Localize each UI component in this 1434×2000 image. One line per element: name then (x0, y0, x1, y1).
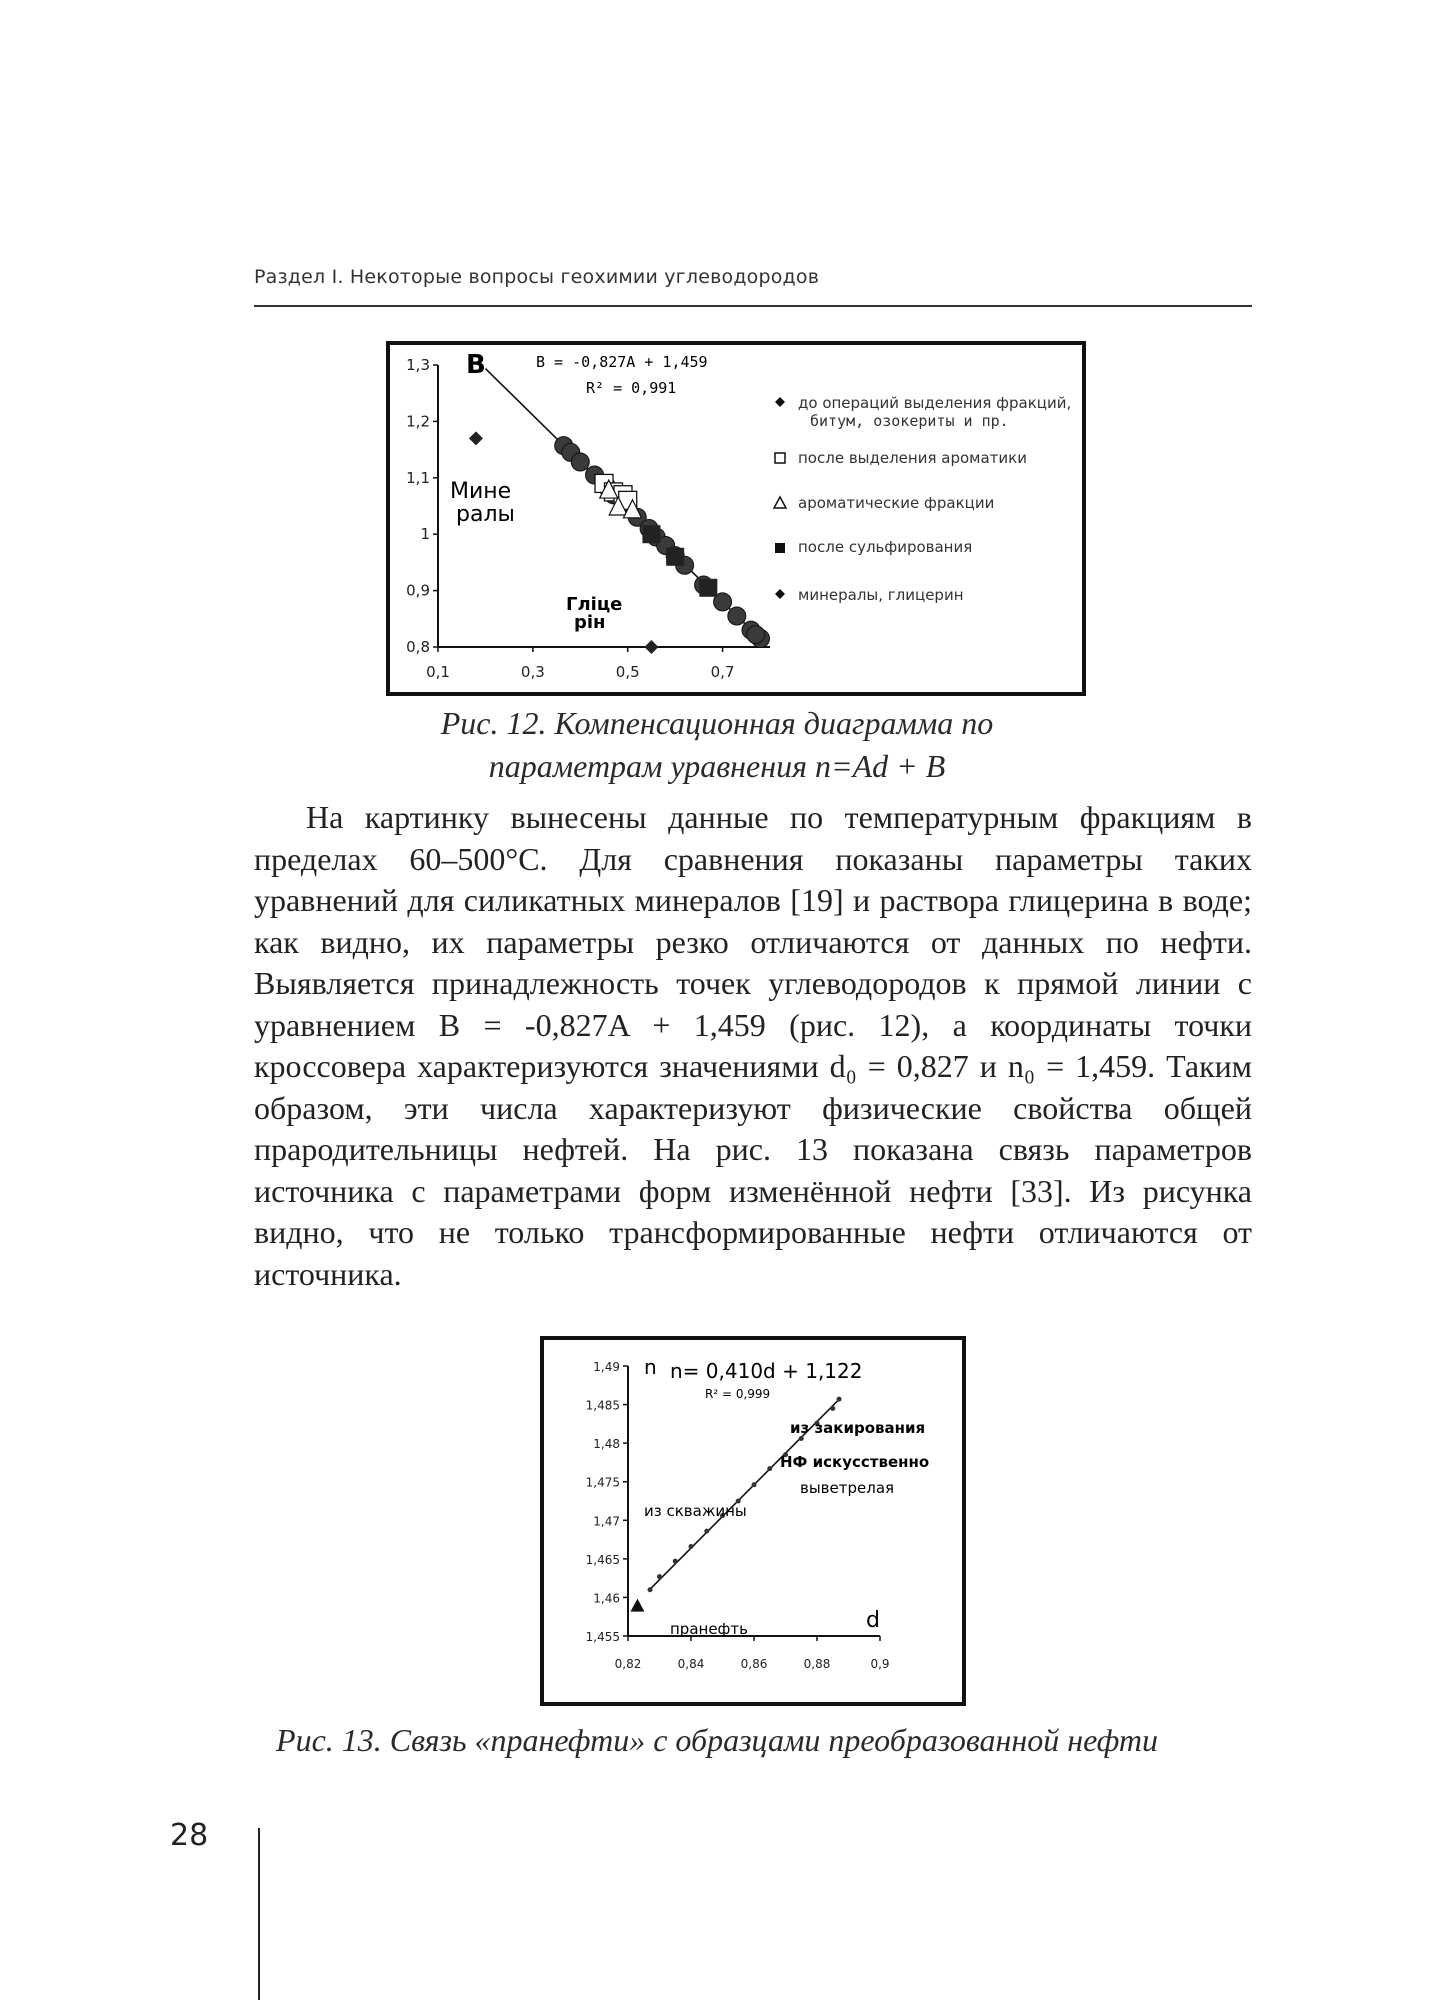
figure-13-chart (540, 1336, 966, 1706)
fig13-axis-y-letter: n (644, 1355, 657, 1379)
data-point (571, 453, 589, 471)
fig12-label-glycerin-2: рін (574, 612, 606, 633)
page-number: 28 (170, 1818, 209, 1853)
y-tick-label: 1,455 (585, 1630, 620, 1644)
y-tick-label: 0,8 (406, 638, 430, 656)
y-tick-label: 1,48 (593, 1437, 620, 1452)
fig12-legend-0: до операций выделения фракций, (798, 394, 1072, 412)
data-point (657, 1574, 662, 1579)
fig13-label-coking: из закирования (790, 1419, 926, 1437)
x-tick-label: 0,9 (870, 1657, 890, 1671)
fig13-r2: R² = 0,999 (705, 1387, 771, 1401)
data-point (689, 1544, 694, 1549)
data-point (728, 607, 746, 625)
x-tick-label: 0,88 (803, 1657, 831, 1671)
data-point (704, 1529, 709, 1534)
fig13-label-well: из скважины (644, 1502, 747, 1520)
x-tick-label: 0,1 (426, 663, 450, 681)
data-point (673, 1559, 678, 1564)
x-tick-label: 0,84 (677, 1657, 705, 1671)
data-point (767, 1466, 772, 1471)
header-rule (254, 305, 1252, 307)
data-point (752, 1482, 757, 1487)
x-tick-label: 0,82 (614, 1657, 642, 1671)
y-tick-label: 1,47 (593, 1514, 620, 1529)
legend-diamond-icon (775, 589, 785, 599)
y-tick-label: 1,485 (585, 1398, 620, 1413)
legend-square-filled-icon (775, 543, 785, 553)
figure-12-caption-line2: параметрам уравнения n=Ad + B (488, 748, 946, 784)
y-tick-label: 1,49 (593, 1360, 620, 1374)
y-tick-label: 1,465 (585, 1552, 620, 1567)
y-tick-label: 0,9 (406, 581, 430, 600)
data-point (648, 1587, 653, 1592)
fig12-legend-4: минералы, глицерин (798, 586, 964, 604)
y-tick-label: 1,3 (406, 356, 430, 374)
fig12-legend-1: после выделения ароматики (798, 449, 1027, 467)
y-tick-label: 1,475 (585, 1475, 620, 1490)
fig13-label-weathered: выветрелая (800, 1479, 895, 1497)
fig12-label-glycerin-1: Гліце (566, 594, 623, 615)
x-tick-label: 0,3 (520, 663, 545, 681)
fig12-legend-3: после сульфирования (798, 538, 973, 556)
data-point (469, 431, 483, 445)
fig12-label-minerals-2: ралы (456, 502, 515, 527)
data-point (630, 1599, 644, 1612)
figure-12-svg (390, 345, 1082, 692)
fig12-legend-2: ароматические фракции (798, 494, 995, 512)
figure-13-svg (544, 1340, 962, 1702)
y-tick-label: 1 (420, 525, 430, 544)
data-point (644, 640, 658, 654)
fig13-equation: n= 0,410d + 1,122 (670, 1359, 863, 1383)
data-point (830, 1406, 835, 1411)
fig12-r2: R² = 0,991 (586, 379, 677, 397)
data-point (699, 579, 717, 597)
figure-13-caption: Рис. 13. Связь «пранефти» с образцами преобразованной нефти (276, 1722, 1158, 1758)
fig13-label-pranefть: пранефть (670, 1620, 748, 1638)
fig12-equation: B = -0,827A + 1,459 (536, 353, 708, 371)
running-header: Раздел I. Некоторые вопросы геохимии углеводородов (254, 266, 820, 288)
fig12-axis-letter: B (466, 350, 486, 380)
figure-12-caption-line1: Рис. 12. Компенсационная диаграмма по (440, 705, 994, 741)
y-tick-label: 1,2 (406, 412, 430, 431)
data-point (747, 626, 765, 644)
fig13-label-artificial: НФ искусственно (780, 1453, 930, 1471)
legend-square-open-icon (775, 453, 785, 463)
x-tick-label: 0,5 (615, 663, 640, 681)
body-text: На картинку вынесены данные по температурным фракциям в пределах 60–500°C. Для сравнения показаны параметры таких уравнений для силикатных минералов [19] и раствора глицерина в воде; как видно, их параметры резко отличаются от данных по нефти. Выявляется принадлежность точек углеводородов к прямой линии с уравнением B = -0,827A + 1,459 (рис. 12), а координаты точки кроссовера характеризуются значениями d₀ = 0,827 и n₀ = 1,459. Таким образом, эти числа характеризуют физические свойства общей прародительницы нефтей. На рис. 13 показана связь параметров источника с параметрами форм изменённой нефти [33]. Из рисунка видно, что не только трансформированные нефти отличаются от источника. (254, 799, 1252, 1292)
page-rule (258, 1828, 260, 2000)
legend-triangle-open-icon (774, 497, 786, 508)
x-tick-label: 0,86 (740, 1657, 768, 1671)
y-tick-label: 1,1 (406, 468, 430, 487)
fig12-label-minerals-1: Мине (450, 479, 512, 504)
body-paragraph (254, 797, 1252, 1295)
fig12-legend-0b: битум, озокериты и пр. (810, 412, 1009, 430)
x-tick-label: 0,7 (710, 663, 735, 681)
legend-diamond-icon (775, 397, 785, 407)
data-point (642, 525, 660, 543)
data-point (666, 548, 684, 566)
y-tick-label: 1,46 (593, 1591, 620, 1606)
figure-12-chart (386, 341, 1086, 696)
data-point (837, 1397, 842, 1402)
fig13-axis-x-letter: d (866, 1608, 880, 1633)
